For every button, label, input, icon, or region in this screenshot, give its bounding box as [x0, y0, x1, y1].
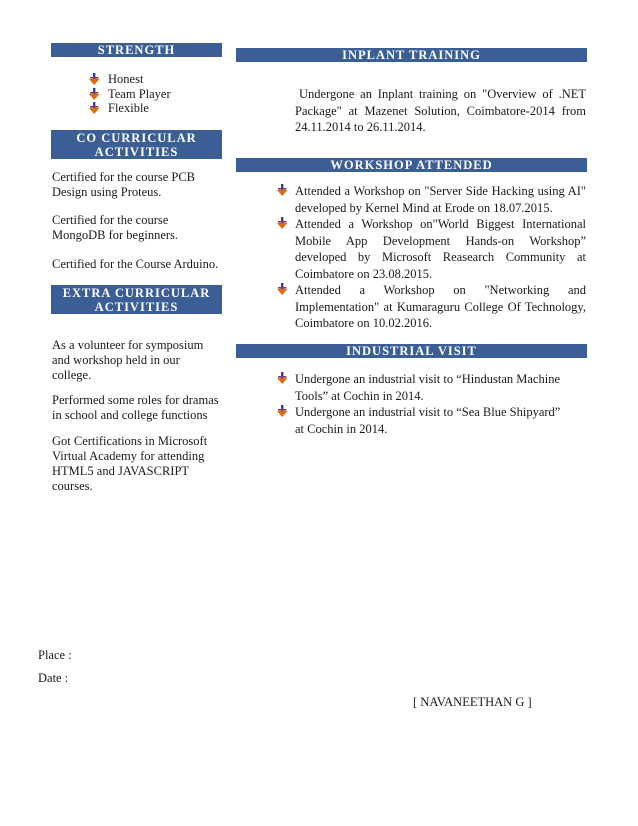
extra-curricular-title-line1: EXTRA CURRICULAR [62, 286, 211, 300]
extra-curricular-title-line2: ACTIVITIES [94, 300, 179, 314]
down-arrow-bullet-icon [88, 73, 100, 85]
down-arrow-bullet-icon [276, 372, 288, 384]
extra-curricular-item: Got Certifications in Microsoft Virtual Academy for attending HTML5 and JAVASCRIPT courses. [52, 434, 208, 493]
co-curricular-item: Certified for the course PCB Design using Proteus. [52, 170, 196, 199]
strength-title: STRENGTH [97, 43, 176, 57]
co-curricular-header [51, 130, 222, 159]
co-curricular-title-line1: CO CURRICULAR [76, 131, 197, 145]
co-curricular-title-line2: ACTIVITIES [94, 145, 179, 159]
strength-header [51, 43, 222, 57]
extra-curricular-item: As a volunteer for symposium and workshop held in our college. [52, 338, 204, 382]
down-arrow-bullet-icon [276, 184, 288, 196]
down-arrow-bullet-icon [276, 283, 288, 295]
co-curricular-item: Certified for the Course Arduino. [52, 257, 219, 271]
workshop-list [276, 183, 586, 332]
list-item: Team Player [88, 87, 228, 102]
down-arrow-bullet-icon [276, 217, 288, 229]
list-item: Attended a Workshop on "Networking and Implementation" at Kumaraguru College Of Technology, Coimbatore on 10.02.2016. [276, 282, 586, 332]
strength-list [88, 72, 228, 116]
date-label: Date : [38, 671, 69, 685]
list-item: Attended a Workshop on "Server Side Hacking using AI" developed by Kernel Mind at Erode on 18.07.2015. [276, 183, 586, 216]
list-item: Attended a Workshop on"World Biggest International Mobile App Development Hands-on Workshop” developed by Microsoft Reasearch Community at Coimbatore on 23.08.2015. [276, 216, 586, 282]
list-item: Undergone an industrial visit to “Hindustan Machine Tools” at Cochin in 2014. [276, 371, 586, 404]
list-item: Flexible [88, 101, 228, 116]
industrial-title: INDUSTRIAL VISIT [346, 344, 477, 358]
extra-curricular-header [51, 285, 222, 314]
place-label: Place : [38, 648, 72, 662]
co-curricular-item: Certified for the course MongoDB for beginners. [52, 213, 179, 242]
down-arrow-bullet-icon [88, 102, 100, 114]
workshop-header [236, 158, 587, 172]
inplant-text: Undergone an Inplant training on "Overview of .NET Package" at Mazenet Solution, Coimbatore-2014 from 24.11.2014 to 26.11.2014. [295, 87, 586, 134]
signature-name: [ NAVANEETHAN G ] [413, 695, 532, 709]
industrial-list [276, 371, 586, 437]
list-item: Honest [88, 72, 228, 87]
inplant-title: INPLANT TRAINING [342, 48, 481, 62]
list-item: Undergone an industrial visit to “Sea Blue Shipyard” at Cochin in 2014. [276, 404, 586, 437]
down-arrow-bullet-icon [276, 405, 288, 417]
inplant-header [236, 48, 587, 62]
industrial-header [236, 344, 587, 358]
down-arrow-bullet-icon [88, 88, 100, 100]
workshop-title: WORKSHOP ATTENDED [330, 158, 493, 172]
extra-curricular-item: Performed some roles for dramas in school and college functions [52, 393, 219, 422]
